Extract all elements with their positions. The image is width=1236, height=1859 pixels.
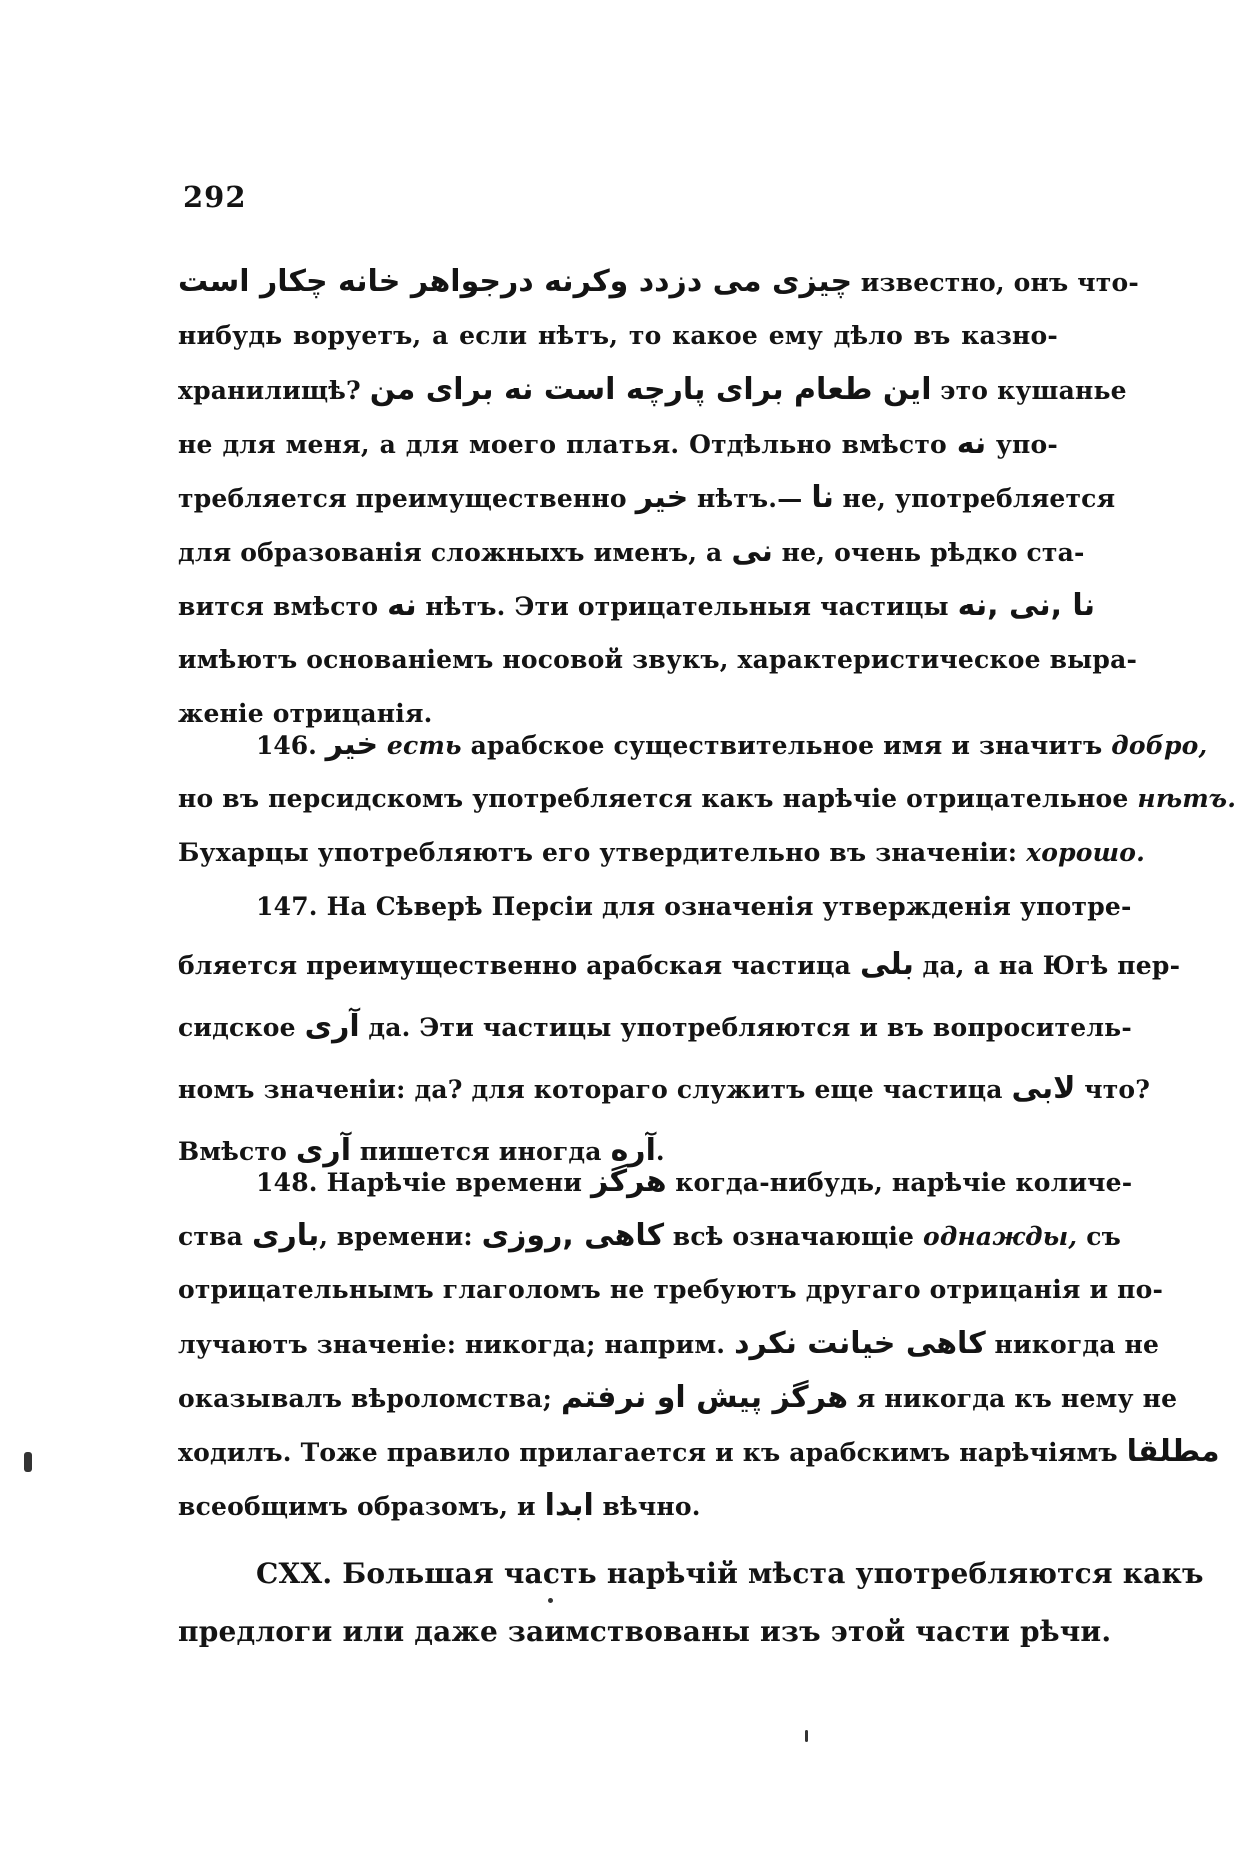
persian-word: ابدا (544, 1488, 594, 1523)
text-run: известно, онъ что- (852, 268, 1139, 297)
page-number: 292 (183, 180, 247, 214)
text-run: требляется преимущественно (178, 484, 636, 513)
text-line (178, 309, 1058, 363)
italic-word: нѣтъ. (1137, 784, 1236, 813)
text-line (178, 1263, 1164, 1317)
text-run: нѣтъ. Эти отрицательныя частицы (416, 592, 958, 621)
text-run: . (655, 1137, 665, 1166)
text-line (178, 880, 1132, 934)
persian-word: بلی (859, 947, 914, 982)
persian-word: لابی (1011, 1071, 1076, 1106)
text-line (178, 934, 1181, 996)
text-run: 148. Нарѣчіе времени (256, 1168, 591, 1197)
text-run: это кушанье (931, 376, 1127, 405)
text-run: да, а на Югѣ пер- (913, 951, 1181, 980)
persian-word: نا (811, 480, 834, 515)
text-run (378, 731, 387, 760)
text-line (178, 996, 1132, 1058)
text-run: хранилищѣ? (178, 376, 370, 405)
text-run: всѣ означающіе (664, 1222, 924, 1251)
persian-word: چیزی می دزدد وکرنه درجواهر خانه چکار است (178, 264, 853, 299)
text-run: для образованія сложныхъ именъ, а (178, 538, 732, 567)
text-line (178, 1317, 1160, 1371)
text-line (178, 363, 1127, 417)
text-line (178, 826, 1146, 880)
text-run: но въ персидскомъ употребляется какъ нарѣчіе отрицательное (178, 784, 1138, 813)
persian-word: آره (610, 1133, 656, 1168)
text-run: отрицательнымъ глаголомъ не требуютъ другаго отрицанія и по- (178, 1275, 1164, 1304)
text-line (178, 1425, 1220, 1479)
text-run: предлоги или даже заимствованы изъ этой части рѣчи. (178, 1615, 1112, 1648)
persian-word: باری (252, 1218, 320, 1253)
persian-word: خیر (325, 727, 379, 762)
persian-word: کاهی ,روزی (481, 1218, 665, 1253)
scan-speck (805, 1730, 808, 1742)
text-line (178, 1371, 1178, 1425)
italic-word: однажды, (923, 1222, 1078, 1251)
text-run: арабское существительное имя и значитъ (461, 731, 1112, 760)
text-line (178, 633, 1138, 687)
text-run: Бухарцы употребляютъ его утвердительно въ значеніи: (178, 838, 1027, 867)
text-line (178, 525, 1085, 579)
text-run: лучаютъ значеніе: никогда; наприм. (178, 1330, 735, 1359)
text-run: нибудь воруетъ, а если нѣтъ, то какое ему дѣло въ казно- (178, 321, 1058, 350)
persian-word: هرگز پیش او نرفتم (560, 1380, 849, 1415)
text-run: пишется иногда (350, 1137, 611, 1166)
paragraph-147 (178, 880, 1181, 1182)
text-line (178, 1479, 1058, 1533)
text-run: женіе отрицанія. (178, 699, 433, 728)
text-line (178, 255, 1139, 309)
scan-speck (24, 1452, 32, 1472)
text-run: оказывалъ вѣроломства; (178, 1384, 561, 1413)
text-run: вѣчно. (593, 1492, 701, 1521)
text-run: Вмѣсто (178, 1137, 296, 1166)
text-run: никогда не (985, 1330, 1160, 1359)
paragraph-148 (178, 1155, 1220, 1533)
text-run: 146. (256, 731, 326, 760)
text-run: сидское (178, 1013, 305, 1042)
text-run: не, очень рѣдко ста- (772, 538, 1085, 567)
text-run: бляется преимущественно арабская частица (178, 951, 860, 980)
italic-word: хорошо. (1026, 838, 1146, 867)
text-line (178, 772, 1236, 826)
text-run: не, употребляется (833, 484, 1116, 513)
text-run: , времени: (319, 1222, 482, 1251)
text-run: номъ значеніи: да? для котораго служитъ еще частица (178, 1075, 1012, 1104)
text-line (178, 1545, 1204, 1603)
text-run: да. Эти частицы употребляются и въ вопроситель- (359, 1013, 1132, 1042)
text-line (178, 718, 1208, 772)
text-line (178, 579, 1095, 633)
text-run: ходилъ. Тоже правило прилагается и къ арабскимъ нарѣчіямъ (178, 1438, 1127, 1467)
text-run: упо- (986, 430, 1058, 459)
italic-word: есть (386, 731, 462, 760)
text-run: ства (178, 1222, 252, 1251)
text-line (178, 417, 1058, 471)
text-run: нѣтъ.— (688, 484, 812, 513)
persian-word: نه (387, 588, 417, 623)
persian-word: خیر (635, 480, 689, 515)
paragraph-146 (178, 718, 1236, 880)
persian-word: آری (304, 1009, 360, 1044)
text-run: имѣютъ основаніемъ носовой звукъ, характеристическое выра- (178, 645, 1138, 674)
persian-word: نا ,نی ,نه (957, 588, 1095, 623)
text-run: когда-нибудь, нарѣчіе количе- (666, 1168, 1133, 1197)
text-line (178, 1603, 1112, 1661)
scan-speck (548, 1598, 553, 1603)
text-run: всеобщимъ образомъ, и (178, 1492, 545, 1521)
persian-word: کاهی خیانت نکرد (734, 1326, 986, 1361)
text-line (178, 1058, 1151, 1120)
text-line (178, 1155, 1133, 1209)
text-run: не для меня, а для моего платья. Отдѣльно вмѣсто (178, 430, 957, 459)
text-run: я никогда къ нему не (848, 1384, 1178, 1413)
italic-word: добро, (1111, 731, 1208, 760)
text-run: вится вмѣсто (178, 592, 388, 621)
text-line (178, 471, 1116, 525)
persian-word: این طعام برای پارچه است نه برای من (369, 372, 932, 407)
persian-word: آری (295, 1133, 351, 1168)
persian-word: هرگز (591, 1164, 667, 1199)
paragraph-intro (178, 255, 1139, 741)
text-run: что? (1075, 1075, 1151, 1104)
text-line (178, 1209, 1121, 1263)
text-run: CXX. Большая часть нарѣчій мѣста употребляются какъ (256, 1557, 1204, 1590)
persian-word: نی (731, 534, 773, 569)
persian-word: مطلقا (1126, 1434, 1220, 1469)
paragraph-cxx (178, 1545, 1204, 1661)
text-run: 147. На Сѣверѣ Персіи для означенія утвержденія употре- (256, 892, 1132, 921)
text-run: съ (1077, 1222, 1121, 1251)
persian-word: نه (956, 426, 987, 461)
